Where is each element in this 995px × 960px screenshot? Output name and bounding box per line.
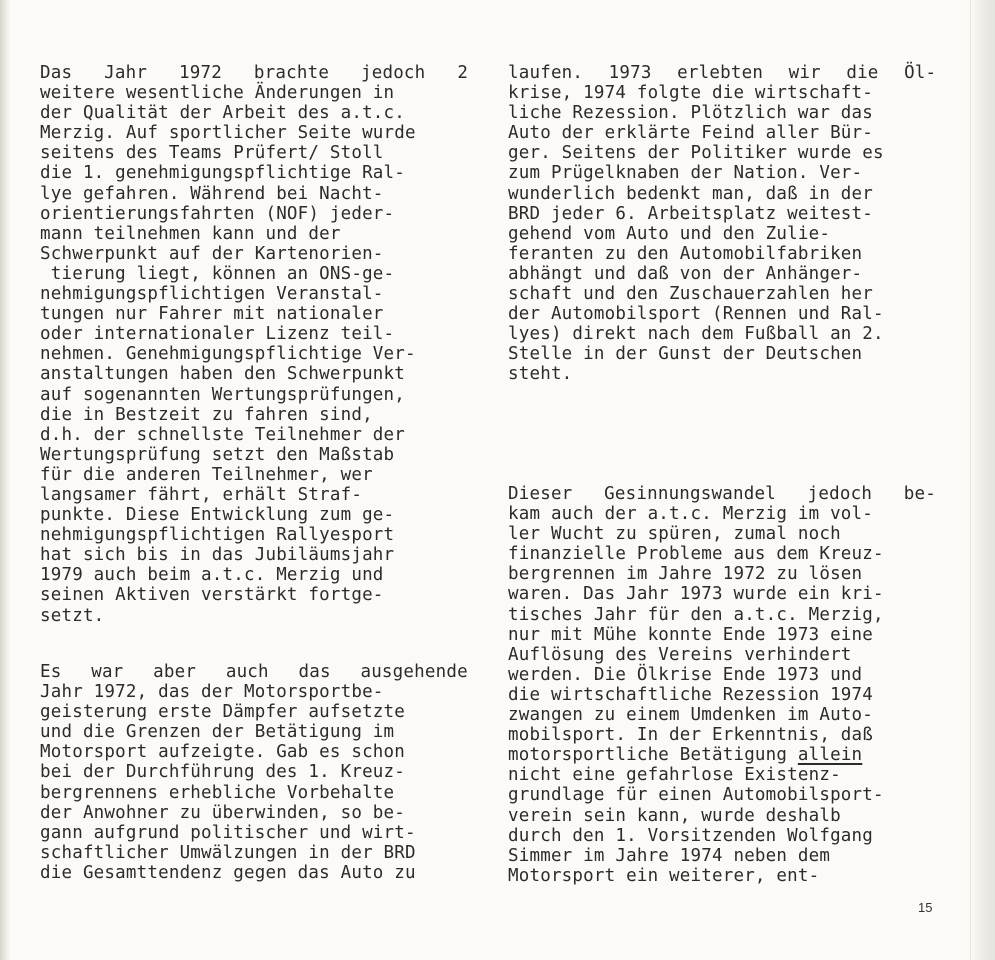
text-line-content: ler Wucht zu spüren, zumal noch bbox=[508, 524, 841, 545]
text-line-content: krise, 1974 folgte die wirtschaft- bbox=[508, 83, 874, 104]
text-line bbox=[40, 803, 468, 823]
underlined-word: allein bbox=[797, 745, 863, 766]
text-line bbox=[508, 524, 936, 544]
text-line-content: oder internationaler Lizenz teil- bbox=[40, 324, 395, 345]
text-line bbox=[508, 143, 936, 163]
text-line bbox=[508, 806, 936, 826]
text-line bbox=[40, 585, 468, 605]
text-line bbox=[40, 465, 468, 485]
text-line bbox=[508, 504, 936, 524]
text-line bbox=[40, 606, 468, 626]
text-line-content: Motorsport ein weiterer, ent- bbox=[508, 865, 820, 886]
text-line bbox=[40, 525, 468, 545]
text-line bbox=[508, 685, 936, 705]
text-line-content: weitere wesentliche Änderungen in bbox=[40, 83, 395, 104]
text-line-content: bergrennens erhebliche Vorbehalte bbox=[40, 782, 395, 803]
text-line-content: Auflösung des Vereins verhindert bbox=[508, 644, 852, 665]
text-line bbox=[40, 324, 468, 344]
text-line bbox=[40, 425, 468, 445]
text-line-content: mann teilnehmen kann und der bbox=[40, 223, 341, 244]
text-line bbox=[508, 665, 936, 685]
text-line-content: die in Bestzeit zu fahren sind, bbox=[40, 404, 373, 425]
text-line bbox=[40, 485, 468, 505]
text-line-content: wunderlich bedenkt man, daß in der bbox=[508, 183, 874, 204]
text-line bbox=[508, 224, 936, 244]
page-number: 15 bbox=[918, 900, 933, 915]
text-line-content: Wertungsprüfung setzt den Maßstab bbox=[40, 444, 395, 465]
text-line-content: grundlage für einen Automobilsport- bbox=[508, 785, 884, 806]
text-line bbox=[40, 63, 468, 83]
text-line-content: zwangen zu einem Umdenken im Auto- bbox=[508, 705, 874, 726]
text-line bbox=[508, 364, 936, 384]
text-line-content: und die Grenzen der Betätigung im bbox=[40, 722, 395, 743]
text-line bbox=[508, 103, 936, 123]
text-line bbox=[508, 785, 936, 805]
text-line-content: schaftlicher Umwälzungen in der BRD bbox=[40, 842, 416, 863]
text-line bbox=[508, 344, 936, 364]
text-line bbox=[508, 184, 936, 204]
text-line-content: tungen nur Fahrer mit nationaler bbox=[40, 304, 384, 325]
text-line bbox=[40, 204, 468, 224]
text-line-content: Merzig. Auf sportlicher Seite wurde bbox=[40, 123, 416, 144]
text-line bbox=[508, 605, 936, 625]
text-line bbox=[40, 843, 468, 863]
right-column-paragraph-2 bbox=[508, 484, 936, 886]
text-line bbox=[40, 702, 468, 722]
text-line-content: motorsportliche Betätigung bbox=[508, 745, 798, 766]
text-line bbox=[40, 505, 468, 525]
text-line-content: zum Prügelknaben der Nation. Ver- bbox=[508, 163, 863, 184]
text-line bbox=[40, 364, 468, 384]
text-line bbox=[40, 103, 468, 123]
text-line bbox=[508, 123, 936, 143]
text-line-content: nehmen. Genehmigungspflichtige Ver- bbox=[40, 344, 416, 365]
text-line-content: nicht eine gefahrlose Existenz- bbox=[508, 765, 841, 786]
text-line bbox=[508, 745, 936, 765]
text-line-content: anstaltungen haben den Schwerpunkt bbox=[40, 364, 406, 385]
text-line bbox=[508, 204, 936, 224]
text-line bbox=[40, 224, 468, 244]
text-line bbox=[40, 385, 468, 405]
page-spine-shadow bbox=[0, 0, 10, 960]
text-line-content: 1979 auch beim a.t.c. Merzig und bbox=[40, 565, 384, 586]
text-line bbox=[508, 846, 936, 866]
text-line-content: langsamer fährt, erhält Straf- bbox=[40, 484, 363, 505]
text-line-content: nur mit Mühe konnte Ende 1973 eine bbox=[508, 624, 874, 645]
text-line-content: laufen. 1973 erlebten wir die Öl- bbox=[508, 63, 937, 83]
text-line-content: die wirtschaftliche Rezession 1974 bbox=[508, 684, 874, 705]
text-line-content: tierung liegt, können an ONS-ge- bbox=[40, 263, 395, 284]
text-line bbox=[508, 83, 936, 103]
text-line bbox=[508, 705, 936, 725]
text-line-content: feranten zu den Automobilfabriken bbox=[508, 243, 863, 264]
text-line bbox=[508, 866, 936, 886]
text-line bbox=[40, 184, 468, 204]
text-line bbox=[40, 565, 468, 585]
text-line bbox=[508, 625, 936, 645]
text-line-content: Schwerpunkt auf der Kartenorien- bbox=[40, 243, 384, 264]
text-line-content: steht. bbox=[508, 364, 573, 385]
text-line-content: Auto der erklärte Feind aller Bür- bbox=[508, 123, 874, 144]
text-line bbox=[40, 143, 468, 163]
text-line bbox=[508, 484, 936, 504]
text-line bbox=[508, 645, 936, 665]
text-line-content: nehmigungspflichtigen Veranstal- bbox=[40, 284, 384, 305]
text-line-content: setzt. bbox=[40, 605, 105, 626]
text-line bbox=[508, 765, 936, 785]
text-line-content: tisches Jahr für den a.t.c. Merzig, bbox=[508, 604, 884, 625]
text-line bbox=[40, 742, 468, 762]
text-line-content: liche Rezession. Plötzlich war das bbox=[508, 103, 874, 124]
text-line-content: lyes) direkt nach dem Fußball an 2. bbox=[508, 324, 884, 345]
text-line-content: geisterung erste Dämpfer aufsetzte bbox=[40, 702, 406, 723]
text-line bbox=[40, 682, 468, 702]
text-line-content: gehend vom Auto und den Zulie- bbox=[508, 223, 831, 244]
text-line bbox=[508, 163, 936, 183]
right-column-paragraph-1 bbox=[508, 63, 936, 385]
text-line bbox=[508, 826, 936, 846]
text-line-content: auf sogenannten Wertungsprüfungen, bbox=[40, 384, 406, 405]
text-line bbox=[508, 63, 936, 83]
page-edge-shadow bbox=[970, 0, 995, 960]
text-line-content: Motorsport aufzeigte. Gab es schon bbox=[40, 742, 406, 763]
text-line bbox=[40, 264, 468, 284]
text-line-content: seinen Aktiven verstärkt fortge- bbox=[40, 585, 384, 606]
text-line-content: BRD jeder 6. Arbeitsplatz weitest- bbox=[508, 203, 874, 224]
text-line-content: der Automobilsport (Rennen und Ral- bbox=[508, 304, 884, 325]
text-line bbox=[40, 762, 468, 782]
text-line bbox=[40, 445, 468, 465]
text-line bbox=[40, 244, 468, 264]
text-line bbox=[508, 584, 936, 604]
text-line-content: werden. Die Ölkrise Ende 1973 und bbox=[508, 664, 863, 685]
text-line bbox=[40, 863, 468, 883]
text-line-content: mobilsport. In der Erkenntnis, daß bbox=[508, 725, 874, 746]
text-line bbox=[40, 722, 468, 742]
text-line-content: der Anwohner zu überwinden, so be- bbox=[40, 802, 406, 823]
text-line-content: hat sich bis in das Jubiläumsjahr bbox=[40, 545, 395, 566]
text-line-content: schaft und den Zuschauerzahlen her bbox=[508, 284, 874, 305]
left-column-paragraph-2 bbox=[40, 662, 468, 883]
text-line bbox=[40, 344, 468, 364]
text-line-content: Simmer im Jahre 1974 neben dem bbox=[508, 845, 831, 866]
text-line-content: die 1. genehmigungspflichtige Ral- bbox=[40, 163, 406, 184]
text-line-content: gann aufgrund politischer und wirt- bbox=[40, 822, 416, 843]
text-line bbox=[508, 324, 936, 344]
text-line bbox=[40, 783, 468, 803]
text-line bbox=[508, 564, 936, 584]
text-line bbox=[508, 264, 936, 284]
text-line-content: verein sein kann, wurde deshalb bbox=[508, 805, 841, 826]
text-line bbox=[508, 304, 936, 324]
text-line bbox=[40, 662, 468, 682]
text-line bbox=[40, 83, 468, 103]
text-line-content: abhängt und daß von der Anhänger- bbox=[508, 263, 863, 284]
text-line-content: bergrennen im Jahre 1972 zu lösen bbox=[508, 564, 863, 585]
text-line-content: d.h. der schnellste Teilnehmer der bbox=[40, 424, 406, 445]
text-line bbox=[508, 244, 936, 264]
text-line-content: die Gesamttendenz gegen das Auto zu bbox=[40, 862, 416, 883]
text-line-content: seitens des Teams Prüfert/ Stoll bbox=[40, 143, 384, 164]
text-line-content: lye gefahren. Während bei Nacht- bbox=[40, 183, 384, 204]
text-line-content: punkte. Diese Entwicklung zum ge- bbox=[40, 505, 395, 526]
text-line-content: kam auch der a.t.c. Merzig im vol- bbox=[508, 504, 874, 525]
text-line bbox=[508, 284, 936, 304]
text-line bbox=[40, 304, 468, 324]
text-line-content: Stelle in der Gunst der Deutschen bbox=[508, 344, 863, 365]
text-line-content: Jahr 1972, das der Motorsportbe- bbox=[40, 682, 384, 703]
left-column-paragraph-1 bbox=[40, 63, 468, 626]
text-line-content: orientierungsfahrten (NOF) jeder- bbox=[40, 203, 395, 224]
text-line-content: durch den 1. Vorsitzenden Wolfgang bbox=[508, 825, 874, 846]
text-line-content: Das Jahr 1972 brachte jedoch 2 bbox=[40, 63, 469, 83]
text-line bbox=[40, 284, 468, 304]
text-line bbox=[40, 545, 468, 565]
text-line-content: ger. Seitens der Politiker wurde es bbox=[508, 143, 884, 164]
text-line-content: waren. Das Jahr 1973 wurde ein kri- bbox=[508, 584, 884, 605]
text-line-content: nehmigungspflichtigen Rallyesport bbox=[40, 525, 395, 546]
text-line bbox=[508, 725, 936, 745]
text-line-content: der Qualität der Arbeit des a.t.c. bbox=[40, 103, 406, 124]
text-line bbox=[40, 405, 468, 425]
text-line-content: für die anderen Teilnehmer, wer bbox=[40, 464, 373, 485]
text-line bbox=[40, 123, 468, 143]
text-line-content: finanzielle Probleme aus dem Kreuz- bbox=[508, 544, 884, 565]
text-line bbox=[40, 823, 468, 843]
text-line bbox=[508, 544, 936, 564]
text-line-content: Es war aber auch das ausgehende bbox=[40, 662, 468, 682]
text-line-content: Dieser Gesinnungswandel jedoch be- bbox=[508, 484, 937, 504]
text-line bbox=[40, 163, 468, 183]
text-line-content: bei der Durchführung des 1. Kreuz- bbox=[40, 762, 406, 783]
